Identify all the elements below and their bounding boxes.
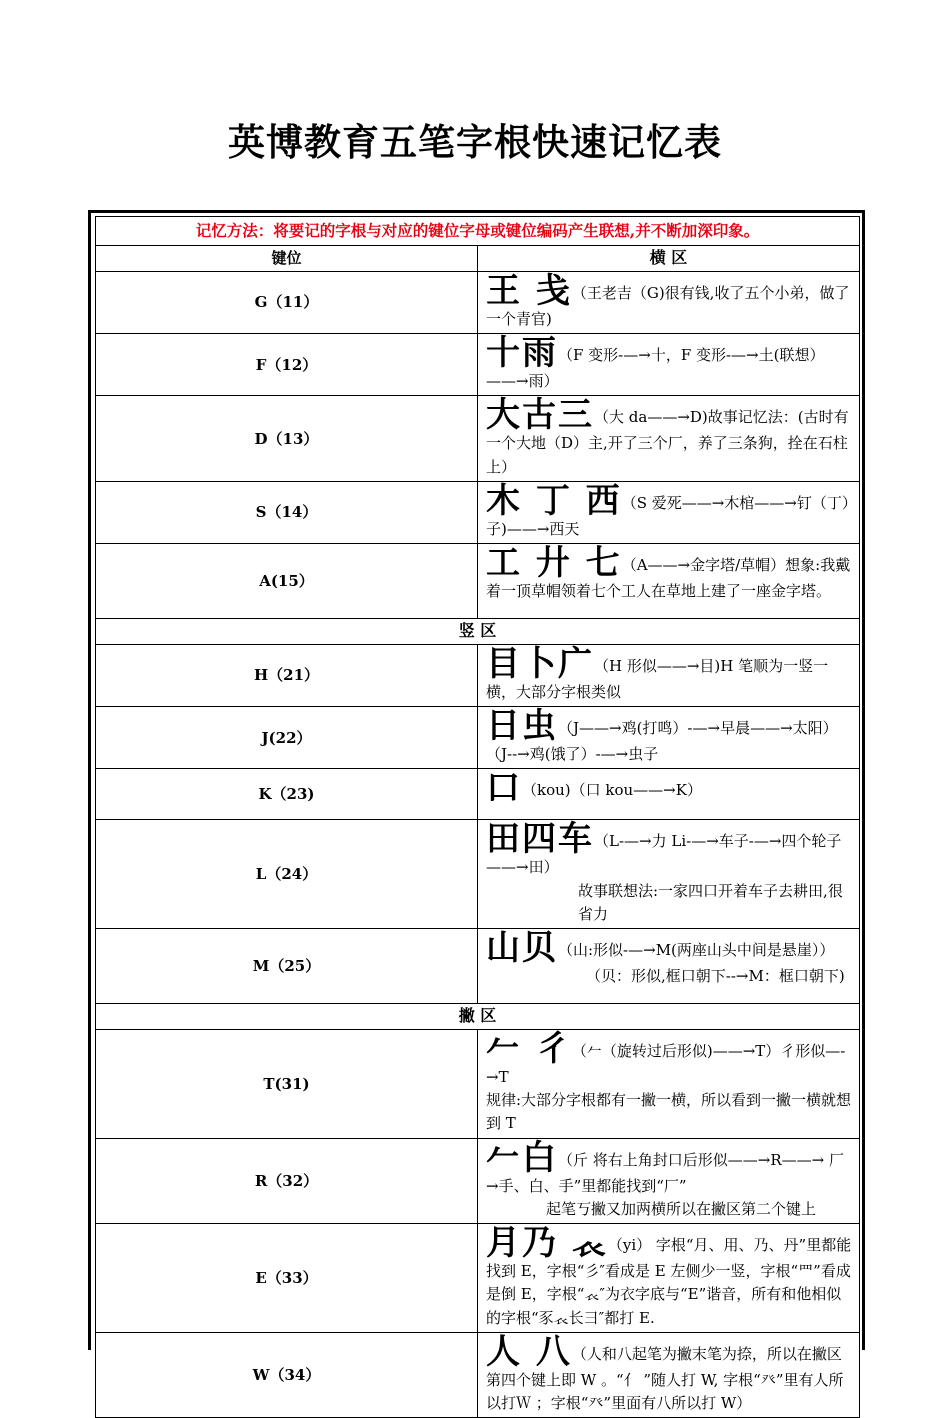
content-cell	[478, 820, 860, 929]
mnemonic-text: （J——→鸡(打鸣）-—→早晨——→太阳）（J--→鸡(饿了）-—→虫子	[486, 719, 838, 764]
content-cell	[478, 1138, 860, 1224]
root-glyphs: 口	[486, 768, 522, 809]
table-row	[96, 271, 860, 333]
root-glyphs: 目卜广	[486, 643, 594, 684]
section-horizontal: 横 区	[478, 246, 860, 272]
content-cell	[478, 396, 860, 482]
table-row	[96, 396, 860, 482]
mnemonic-text-2: 故事联想法:一家四口开着车子去耕田,很省力	[578, 881, 843, 923]
key-cell: F（12）	[96, 334, 478, 396]
content-cell	[478, 544, 860, 619]
mnemonic-text: （H 形似——→目)H 笔顺为一竖一横，大部分字根类似	[486, 656, 829, 701]
root-glyphs: 田四车	[486, 819, 594, 860]
root-glyphs: 人 八	[486, 1331, 572, 1372]
content-cell	[478, 271, 860, 333]
section-left-falling: 撇 区	[96, 1004, 860, 1030]
root-glyphs: 王 戋	[486, 270, 572, 311]
content-cell	[478, 769, 860, 820]
key-cell: A(15）	[96, 544, 478, 619]
memory-method: 记忆方法：将要记的字根与对应的键位字母或键位编码产生联想,并不断加深印象。	[96, 217, 860, 246]
mnemonic-text: （S 爱死——→木棺——→钉（丁）子)——→西天	[486, 493, 850, 538]
mnemonic-text: （L-—→力 Li-—→车子-—→四个轮子——→田）	[486, 832, 842, 877]
content-cell	[478, 707, 860, 769]
mnemonic-text: （大 da——→D)故事记忆法：(古时有一个大地（D）主,开了三个厂，养了三条狗，拴在石柱上）	[486, 408, 849, 476]
mnemonic-text: （A——→金字塔/草帽）想象:我戴着一顶草帽领着七个工人在草地上建了一座金字塔。	[486, 556, 851, 601]
key-cell: H（21）	[96, 644, 478, 706]
mnemonic-text: （yi） 字根“月、用、乃、丹”里都能找到 E，字根“彡″看成是 E 左侧少一竖，字根“罒”看成是倒 E，字根“𧘇″为衣字底与“E”谐音，所有和他相似的字根“豕𧘇长⺕″都打 E.	[486, 1236, 852, 1327]
key-cell: E（33）	[96, 1224, 478, 1333]
content-cell	[478, 644, 860, 706]
root-glyphs: 十雨	[486, 333, 558, 374]
key-cell: J(22）	[96, 707, 478, 769]
key-cell: R（32）	[96, 1138, 478, 1224]
table-row	[96, 1332, 860, 1418]
root-glyphs: 𠂉白	[486, 1137, 558, 1178]
mnemonic-text: （人和八起笔为撇末笔为捺，所以在撇区第四个键上即 W 。“亻 ”随人打 W, 字根“癶”里有人所以打Ｗ ；字根“癶”里面有八所以打 W）	[486, 1344, 844, 1413]
key-cell: D（13）	[96, 396, 478, 482]
table-row	[96, 644, 860, 706]
table-row	[96, 1029, 860, 1138]
table-row	[96, 544, 860, 619]
table-row	[96, 1138, 860, 1224]
root-glyphs: 𠂉 彳	[486, 1028, 572, 1069]
content-cell	[478, 481, 860, 543]
key-cell: G（11）	[96, 271, 478, 333]
page-title: 英博教育五笔字根快速记忆表	[228, 120, 722, 164]
mnemonic-text: （山:形似-—→M(两座山头中间是悬崖））	[558, 941, 835, 960]
root-glyphs: 大古三	[486, 395, 594, 436]
key-cell: T(31)	[96, 1029, 478, 1138]
root-glyphs: 山贝	[486, 928, 558, 969]
key-cell: W（34）	[96, 1332, 478, 1418]
key-cell: M（25）	[96, 929, 478, 1004]
table-row	[96, 820, 860, 929]
table-row	[96, 769, 860, 820]
content-cell	[478, 334, 860, 396]
root-glyphs: 日虫	[486, 706, 558, 747]
section-vertical: 竖 区	[96, 619, 860, 645]
mnemonic-text: （𠂉（旋转过后形似)——→T）彳形似—-→T	[486, 1041, 846, 1086]
content-cell	[478, 1332, 860, 1418]
content-cell	[478, 929, 860, 1004]
table-row	[96, 481, 860, 543]
table-row	[96, 334, 860, 396]
root-glyphs: 木 丁 西	[486, 480, 622, 521]
mnemonic-text: （kou)（口 kou——→K）	[522, 781, 702, 800]
mnemonic-table	[95, 216, 860, 1418]
key-cell: L（24）	[96, 820, 478, 929]
table-row	[96, 929, 860, 1004]
mnemonic-text: （斤 将右上角封口后形似——→R——→ 厂→手、白、手”里都能找到“厂”	[486, 1150, 844, 1195]
mnemonic-text: （王老吉（G)很有钱,收了五个小弟，做了一个青官)	[486, 283, 850, 328]
mnemonic-text-2: （贝：形似,框口朝下--→M：框口朝下)	[586, 967, 845, 986]
content-cell	[478, 1029, 860, 1138]
mnemonic-text-2: 起笔丂撇又加两横所以在撇区第二个键上	[546, 1199, 817, 1218]
root-glyphs: 月乃 𧘇	[486, 1223, 608, 1264]
mnemonic-text: （F 变形-—→十，F 变形-—→土(联想）——→雨）	[486, 346, 825, 391]
table-row	[96, 707, 860, 769]
mnemonic-text-2: 规律:大部分字根都有一撇一横，所以看到一撇一横就想到 T	[486, 1091, 852, 1133]
table-row	[96, 1224, 860, 1333]
header-key: 键位	[96, 246, 478, 272]
content-cell	[478, 1224, 860, 1333]
key-cell: S（14）	[96, 481, 478, 543]
key-cell: K（23)	[96, 769, 478, 820]
root-glyphs: 工 廾 七	[486, 543, 622, 584]
